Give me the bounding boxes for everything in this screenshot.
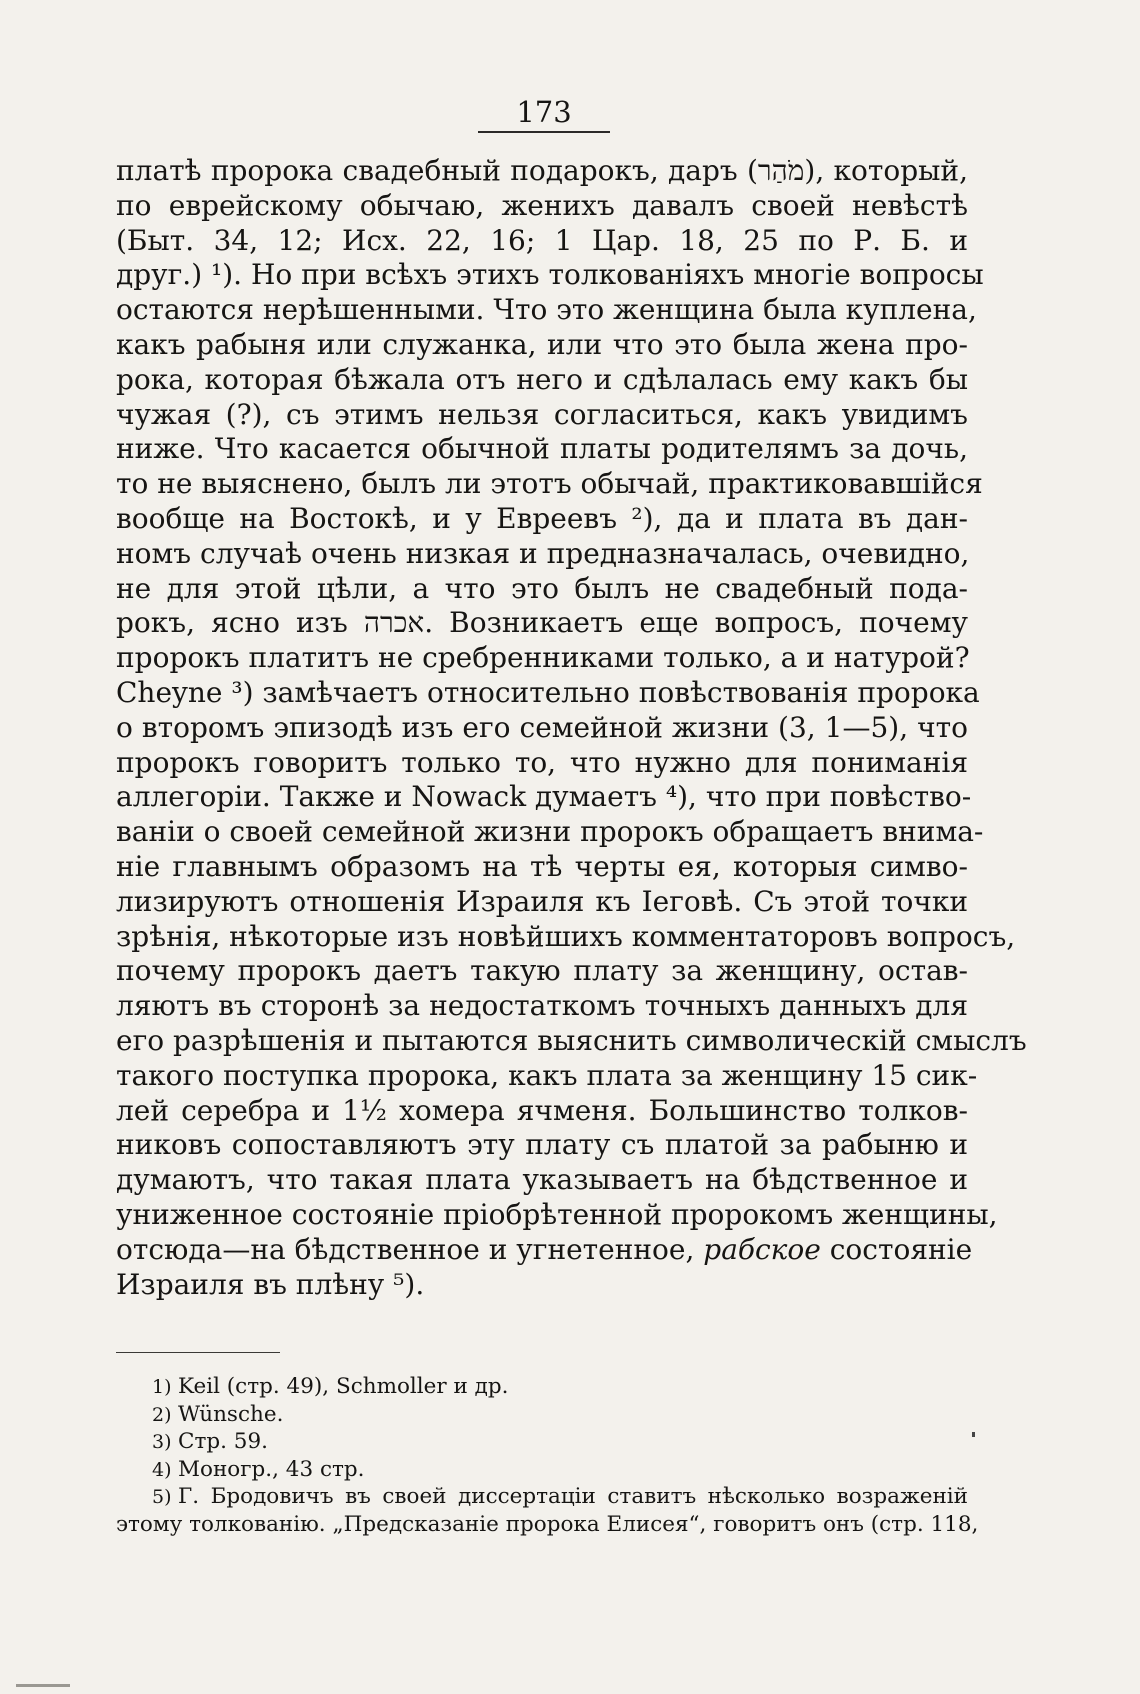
text-line: (Быт. 34, 12; Исх. 22, 16; 1 Цар. 18, 25 по Р. Б. и (116, 223, 968, 257)
text-segment: отсюда—на бѣдственное и угнетенное, (116, 1232, 704, 1266)
scan-mark (16, 1684, 70, 1687)
footnote (116, 1373, 968, 1401)
footnote-number: 5) (152, 1486, 172, 1509)
footnote-text: Стр. 59. (178, 1429, 268, 1455)
text-line: ниже. Что касается обычной платы родителямъ за дочь, (116, 432, 968, 466)
text-line: пророкъ говоритъ только то, что нужно для пониманія (116, 745, 968, 779)
text-line: не для этой цѣли, а что это былъ не свадебный пода- (116, 571, 968, 605)
text-line: платѣ пророка свадебный подарокъ, даръ (מֹהַר), который, (116, 154, 968, 187)
text-line: аллегоріи. Также и Nowack думаетъ ⁴), что при повѣство- (116, 780, 972, 814)
footnote-divider (116, 1352, 280, 1353)
text-line: какъ рабыня или служанка, или что это была жена про- (116, 327, 968, 361)
text-line: пророкъ платитъ не сребренниками только, а и натурой? (116, 641, 970, 675)
footnote-number: 3) (152, 1431, 172, 1454)
text-line: номъ случаѣ очень низкая и предназначалась, очевидно, (116, 536, 970, 570)
margin-mark (972, 1432, 975, 1437)
footnote-number: 1) (152, 1376, 172, 1398)
text-line: лей серебра и 1½ хомера ячменя. Большинство толков- (116, 1093, 968, 1127)
footnote-text: Моногр., 43 стр. (178, 1456, 365, 1482)
footnotes (116, 1373, 979, 1539)
text-line: друг.) ¹). Но при всѣхъ этихъ толкованіяхъ многіе вопросы (116, 258, 984, 292)
text-line: лизируютъ отношенія Израиля къ Іеговѣ. Съ этой точки (116, 884, 968, 918)
text-line: ваніи о своей семейной жизни пророкъ обращаетъ внима- (116, 815, 984, 849)
text-line: думаютъ, что такая плата указываетъ на бѣдственное и (116, 1163, 968, 1197)
main-text (116, 154, 1027, 1302)
text-line-with-italic (116, 1232, 973, 1268)
footnote (116, 1428, 968, 1456)
footnote-continuation: этому толкованію. „Предсказаніе пророка Елисея“, говоритъ онъ (стр. 118, (116, 1511, 979, 1537)
text-line: ляютъ въ сторонѣ за недостаткомъ точныхъ данныхъ для (116, 989, 968, 1023)
text-line: чужая (?), съ этимъ нельзя согласиться, какъ увидимъ (116, 397, 968, 431)
text-line: ніе главнымъ образомъ на тѣ черты ея, которыя симво- (116, 849, 968, 883)
text-line: униженное состояніе пріобрѣтенной пророкомъ женщины, (116, 1197, 998, 1231)
text-line: рока, которая бѣжала отъ него и сдѣлалась ему какъ бы (116, 362, 968, 396)
text-line: по еврейскому обычаю, женихъ давалъ своей невѣстѣ (116, 188, 968, 222)
italic-phrase: рабское (703, 1232, 821, 1266)
text-line: вообще на Востокѣ, и у Евреевъ ²), да и плата въ дан- (116, 501, 968, 535)
footnote (116, 1456, 968, 1484)
text-line: то не выяснено, былъ ли этотъ обычай, практиковавшійся (116, 467, 983, 501)
footnote-text: Keil (стр. 49), Schmoller и др. (178, 1374, 509, 1399)
text-line: Израиля въ плѣну ⁵). (116, 1267, 425, 1301)
text-line: о второмъ эпизодѣ изъ его семейной жизни (3, 1—5), что (116, 710, 968, 744)
text-line: рокъ, ясно изъ אכרה. Возникаетъ еще вопросъ, почему (116, 606, 968, 640)
text-line: такого поступка пророка, какъ плата за женщину 15 сик- (116, 1058, 978, 1092)
text-line: Cheyne ³) замѣчаетъ относительно повѣствованія пророка (116, 675, 980, 709)
text-line: остаются нерѣшенными. Что это женщина была куплена, (116, 293, 977, 327)
text-segment: состояніе (820, 1232, 973, 1266)
page-number: 173 (516, 95, 572, 129)
footnote-number: 4) (152, 1458, 172, 1481)
text-line: зрѣнія, нѣкоторые изъ новѣйшихъ комментаторовъ вопросъ, (116, 919, 1016, 953)
text-line: никовъ сопоставляютъ эту плату съ платой за рабыню и (116, 1128, 968, 1162)
footnote (116, 1401, 968, 1429)
footnote (116, 1483, 968, 1511)
footnote-text: Г. Бродовичъ въ своей диссертаціи ставитъ нѣсколько возраженій (178, 1484, 968, 1510)
footnote-number: 2) (152, 1403, 172, 1426)
text-line: почему пророкъ даетъ такую плату за женщину, остав- (116, 954, 968, 988)
footnote-text: Wünsche. (178, 1401, 284, 1427)
text-line: его разрѣшенія и пытаются выяснить символическій смыслъ (116, 1023, 1027, 1057)
page-number-rule (478, 131, 610, 133)
